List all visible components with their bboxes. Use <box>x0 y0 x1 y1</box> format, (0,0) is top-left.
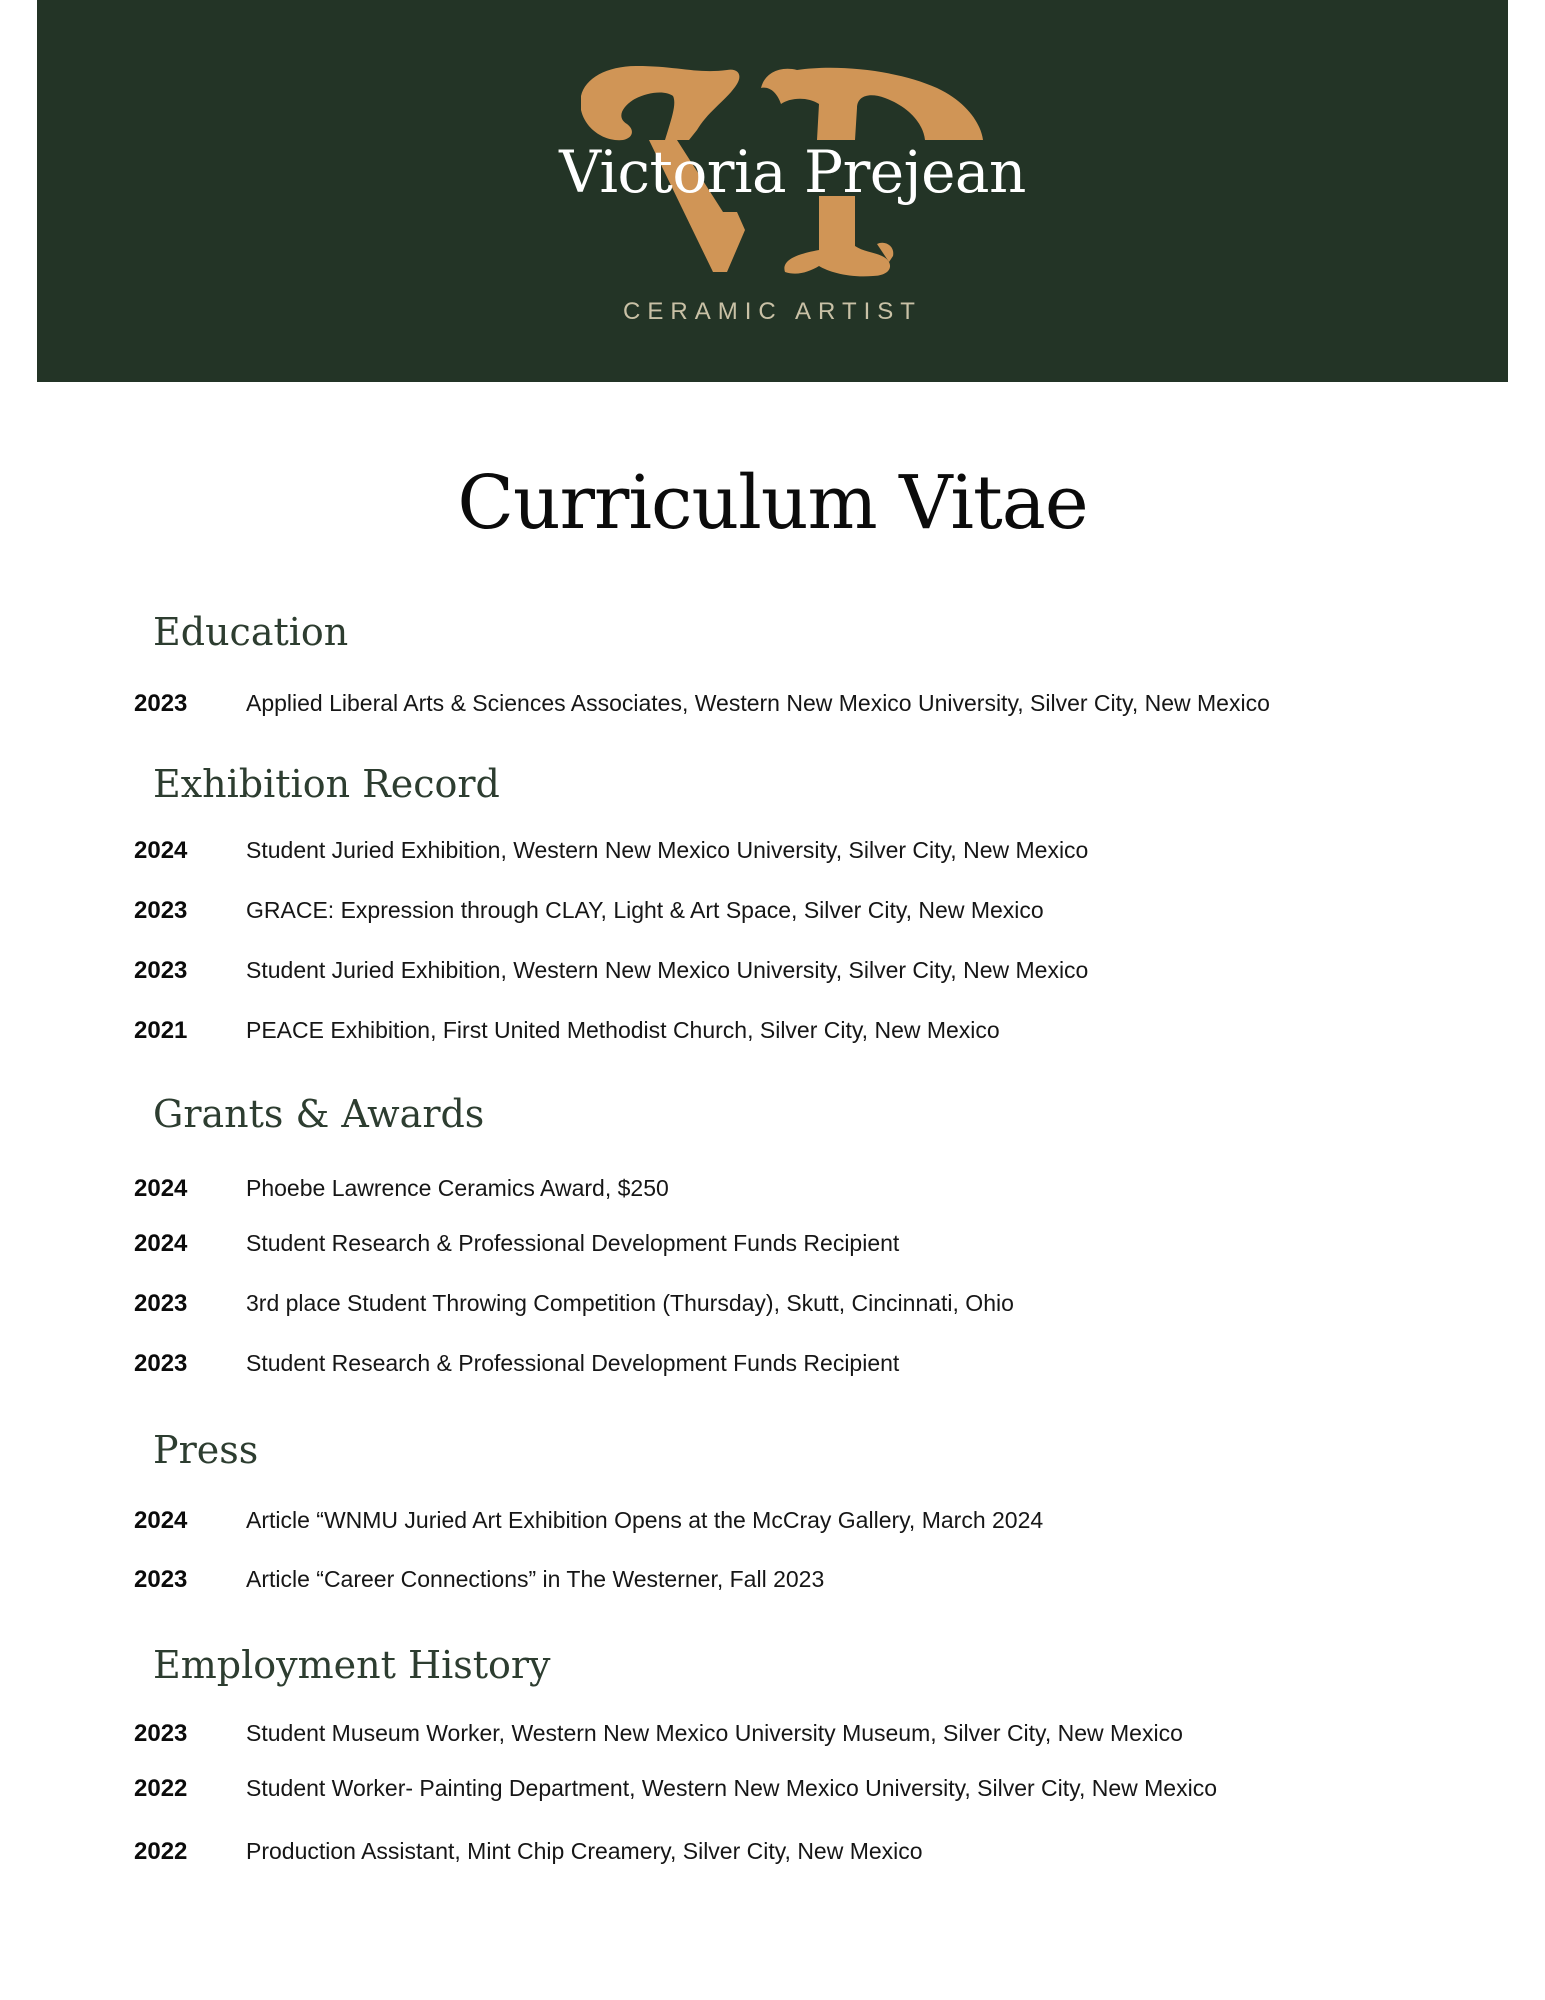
section-title: Press <box>153 1428 259 1472</box>
entry-year: 2022 <box>134 1775 188 1802</box>
list-item <box>0 897 1545 927</box>
section-title: Exhibition Record <box>153 762 500 806</box>
list-item <box>0 1775 1545 1805</box>
entry-text: PEACE Exhibition, First United Methodist Church, Silver City, New Mexico <box>246 1017 1000 1043</box>
list-item <box>0 1175 1545 1205</box>
entry-year: 2023 <box>134 897 188 924</box>
entry-text: Article “Career Connections” in The Westerner, Fall 2023 <box>246 1566 825 1592</box>
list-item <box>0 1350 1545 1380</box>
document-title: Curriculum Vitae <box>457 460 1088 546</box>
entry-year: 2023 <box>134 690 188 717</box>
list-item <box>0 957 1545 987</box>
entry-text: Phoebe Lawrence Ceramics Award, $250 <box>246 1175 669 1201</box>
header-banner <box>37 0 1508 382</box>
list-item <box>0 690 1545 720</box>
entry-text: Student Research & Professional Development Funds Recipient <box>246 1350 900 1376</box>
entry-text: GRACE: Expression through CLAY, Light & Art Space, Silver City, New Mexico <box>246 897 1044 923</box>
entry-text: Student Juried Exhibition, Western New Mexico University, Silver City, New Mexico <box>246 957 1089 983</box>
entry-year: 2023 <box>134 1720 188 1747</box>
list-item <box>0 1230 1545 1260</box>
list-item <box>0 1720 1545 1750</box>
entry-year: 2024 <box>134 1230 188 1257</box>
list-item <box>0 837 1545 867</box>
entry-text: Applied Liberal Arts & Sciences Associates, Western New Mexico University, Silver City, New Mexico <box>246 690 1270 716</box>
entry-year: 2021 <box>134 1017 188 1044</box>
list-item <box>0 1017 1545 1047</box>
section-title: Grants & Awards <box>153 1092 485 1136</box>
entry-text: Student Juried Exhibition, Western New Mexico University, Silver City, New Mexico <box>246 837 1089 863</box>
entry-text: Production Assistant, Mint Chip Creamery, Silver City, New Mexico <box>246 1838 923 1864</box>
entry-text: Article “WNMU Juried Art Exhibition Opens at the McCray Gallery, March 2024 <box>246 1507 1044 1533</box>
entry-year: 2023 <box>134 957 188 984</box>
entry-year: 2023 <box>134 1290 188 1317</box>
entry-text: Student Research & Professional Development Funds Recipient <box>246 1230 900 1256</box>
entry-text: Student Museum Worker, Western New Mexico University Museum, Silver City, New Mexico <box>246 1720 1183 1746</box>
list-item <box>0 1566 1545 1596</box>
entry-year: 2024 <box>134 1507 188 1534</box>
entry-text: Student Worker- Painting Department, Western New Mexico University, Silver City, New Mexico <box>246 1775 1217 1801</box>
entry-year: 2023 <box>134 1566 188 1593</box>
entry-text: 3rd place Student Throwing Competition (Thursday), Skutt, Cincinnati, Ohio <box>246 1290 1014 1316</box>
section-title: Employment History <box>153 1643 551 1687</box>
list-item <box>0 1507 1545 1537</box>
entry-year: 2024 <box>134 837 188 864</box>
artist-name: Victoria Prejean <box>559 138 1026 206</box>
section-title: Education <box>153 610 349 654</box>
artist-role: CERAMIC ARTIST <box>623 298 922 325</box>
entry-year: 2022 <box>134 1838 188 1865</box>
list-item <box>0 1290 1545 1320</box>
entry-year: 2024 <box>134 1175 188 1202</box>
list-item <box>0 1838 1545 1868</box>
entry-year: 2023 <box>134 1350 188 1377</box>
